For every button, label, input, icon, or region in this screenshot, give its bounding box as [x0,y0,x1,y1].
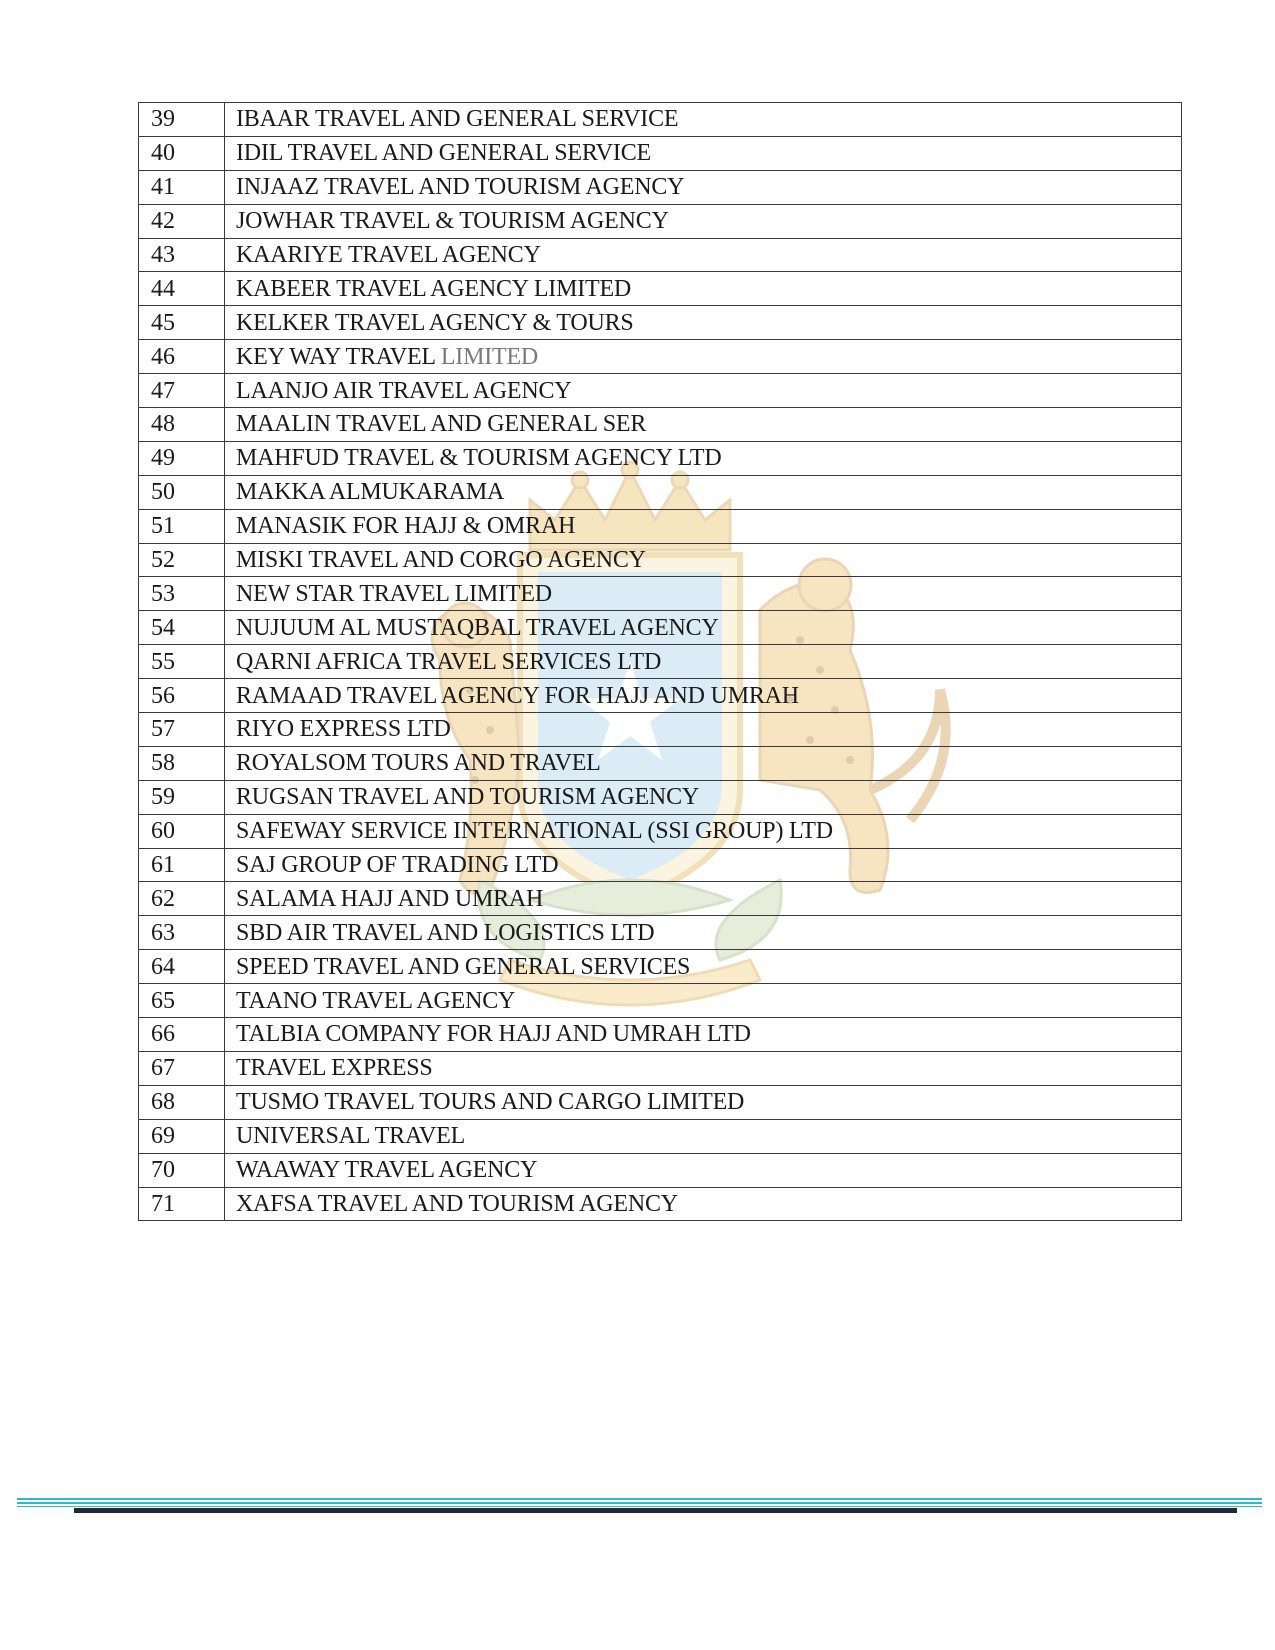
agency-name: MAHFUD TRAVEL & TOURISM AGENCY LTD [236,445,722,472]
agency-name-cell [225,1018,1182,1052]
footer-cyan-line [17,1506,1262,1507]
agency-name: UNIVERSAL TRAVEL [236,1123,466,1150]
agency-name: TALBIA COMPANY FOR HAJJ AND UMRAH LTD [236,1021,751,1048]
row-number: 58 [139,746,225,780]
agency-name-cell [225,577,1182,611]
row-number: 52 [139,543,225,577]
table-row [139,374,1182,408]
row-number: 54 [139,611,225,645]
agency-name-cell [225,1085,1182,1119]
table-row [139,204,1182,238]
agency-list-body [139,103,1182,1221]
agency-name-cell [225,340,1182,374]
row-number: 56 [139,679,225,713]
row-number: 60 [139,814,225,848]
row-number: 64 [139,950,225,984]
row-number: 68 [139,1085,225,1119]
row-number: 39 [139,103,225,137]
row-number: 62 [139,882,225,916]
agency-name: KELKER TRAVEL AGENCY & TOURS [236,309,634,336]
agency-name: RAMAAD TRAVEL AGENCY FOR HAJJ AND UMRAH [236,682,799,709]
table-row [139,340,1182,374]
table-row [139,136,1182,170]
agency-name: SPEED TRAVEL AND GENERAL SERVICES [236,953,691,980]
agency-name-cell [225,272,1182,306]
row-number: 48 [139,408,225,442]
row-number: 47 [139,374,225,408]
table-row [139,713,1182,747]
agency-name: TRAVEL EXPRESS [236,1055,433,1082]
row-number: 70 [139,1153,225,1187]
agency-name: SAFEWAY SERVICE INTERNATIONAL (SSI GROUP) LTD [236,818,833,845]
agency-name-cell [225,645,1182,679]
table-row [139,408,1182,442]
row-number: 65 [139,984,225,1018]
table-row [139,611,1182,645]
agency-name-cell [225,1051,1182,1085]
row-number: 53 [139,577,225,611]
table-row [139,1018,1182,1052]
table-row [139,543,1182,577]
table-row [139,1187,1182,1221]
agency-name-cell [225,238,1182,272]
row-number: 49 [139,441,225,475]
agency-name: QARNI AFRICA TRAVEL SERVICES LTD [236,648,662,675]
agency-name: NUJUUM AL MUSTAQBAL TRAVEL AGENCY [236,614,719,641]
agency-name-cell [225,1119,1182,1153]
row-number: 61 [139,848,225,882]
agency-name-cell [225,882,1182,916]
agency-name: IDIL TRAVEL AND GENERAL SERVICE [236,140,651,167]
table-row [139,1153,1182,1187]
row-number: 45 [139,306,225,340]
agency-name-cell [225,204,1182,238]
agency-name-cell [225,408,1182,442]
agency-name: LAANJO AIR TRAVEL AGENCY [236,377,572,404]
agency-name-cell [225,1187,1182,1221]
agency-name-cell [225,509,1182,543]
row-number: 66 [139,1018,225,1052]
row-number: 43 [139,238,225,272]
agency-name-cell [225,814,1182,848]
agency-name-cell [225,746,1182,780]
footer-rule [0,1498,1275,1518]
table-row [139,746,1182,780]
table-row [139,272,1182,306]
agency-name: WAAWAY TRAVEL AGENCY [236,1157,538,1184]
agency-name: MAALIN TRAVEL AND GENERAL SER [236,411,647,438]
agency-name-cell [225,713,1182,747]
agency-name-suffix: LIMITED [440,343,539,370]
table-row [139,814,1182,848]
row-number: 50 [139,475,225,509]
agency-name: KABEER TRAVEL AGENCY LIMITED [236,275,632,302]
footer-cyan-line [17,1498,1262,1500]
agency-name-cell [225,136,1182,170]
row-number: 59 [139,780,225,814]
table-row [139,984,1182,1018]
row-number: 42 [139,204,225,238]
table-row [139,950,1182,984]
row-number: 67 [139,1051,225,1085]
table-row [139,916,1182,950]
table-row [139,882,1182,916]
agency-name-cell [225,984,1182,1018]
table-row [139,509,1182,543]
agency-name-cell [225,848,1182,882]
row-number: 46 [139,340,225,374]
table-row [139,475,1182,509]
table-row [139,577,1182,611]
agency-name: INJAAZ TRAVEL AND TOURISM AGENCY [236,174,685,201]
table-row [139,1119,1182,1153]
agency-name: XAFSA TRAVEL AND TOURISM AGENCY [236,1190,678,1217]
agency-name: IBAAR TRAVEL AND GENERAL SERVICE [236,106,679,133]
agency-name: MAKKA ALMUKARAMA [236,479,505,506]
table-row [139,780,1182,814]
agency-name-cell [225,475,1182,509]
table-row [139,441,1182,475]
agency-name-cell [225,916,1182,950]
agency-name: JOWHAR TRAVEL & TOURISM AGENCY [236,208,669,235]
row-number: 69 [139,1119,225,1153]
agency-name: TUSMO TRAVEL TOURS AND CARGO LIMITED [236,1089,745,1116]
row-number: 41 [139,170,225,204]
agency-name-cell [225,170,1182,204]
agency-name: SALAMA HAJJ AND UMRAH [236,885,544,912]
agency-name-cell [225,950,1182,984]
agency-name: TAANO TRAVEL AGENCY [236,987,516,1014]
agency-list-table [138,102,1182,1221]
table-row [139,645,1182,679]
agency-name-cell [225,780,1182,814]
agency-name: RUGSAN TRAVEL AND TOURISM AGENCY [236,784,700,811]
table-row [139,306,1182,340]
agency-name-cell [225,1153,1182,1187]
row-number: 40 [139,136,225,170]
row-number: 63 [139,916,225,950]
table-row [139,848,1182,882]
table-row [139,170,1182,204]
agency-name: ROYALSOM TOURS AND TRAVEL [236,750,601,777]
table-row [139,103,1182,137]
agency-name-cell [225,103,1182,137]
agency-name: NEW STAR TRAVEL LIMITED [236,580,552,607]
agency-name: SBD AIR TRAVEL AND LOGISTICS LTD [236,919,655,946]
row-number: 55 [139,645,225,679]
agency-name: RIYO EXPRESS LTD [236,716,451,743]
table-row [139,1085,1182,1119]
agency-name-cell [225,374,1182,408]
row-number: 44 [139,272,225,306]
agency-name-cell [225,679,1182,713]
row-number: 51 [139,509,225,543]
agency-name: SAJ GROUP OF TRADING LTD [236,852,559,879]
footer-dark-line [74,1508,1237,1513]
agency-name: MISKI TRAVEL AND CORGO AGENCY [236,547,646,574]
agency-name: KAARIYE TRAVEL AGENCY [236,242,541,268]
row-number: 57 [139,713,225,747]
agency-name: MANASIK FOR HAJJ & OMRAH [236,513,576,540]
agency-name-cell [225,306,1182,340]
agency-name-cell [225,611,1182,645]
table-row [139,238,1182,272]
table-row [139,679,1182,713]
agency-name-cell [225,543,1182,577]
agency-name-cell [225,441,1182,475]
agency-name: KEY WAY TRAVEL [236,343,435,370]
row-number: 71 [139,1187,225,1221]
footer-cyan-line [17,1502,1262,1504]
table-row [139,1051,1182,1085]
